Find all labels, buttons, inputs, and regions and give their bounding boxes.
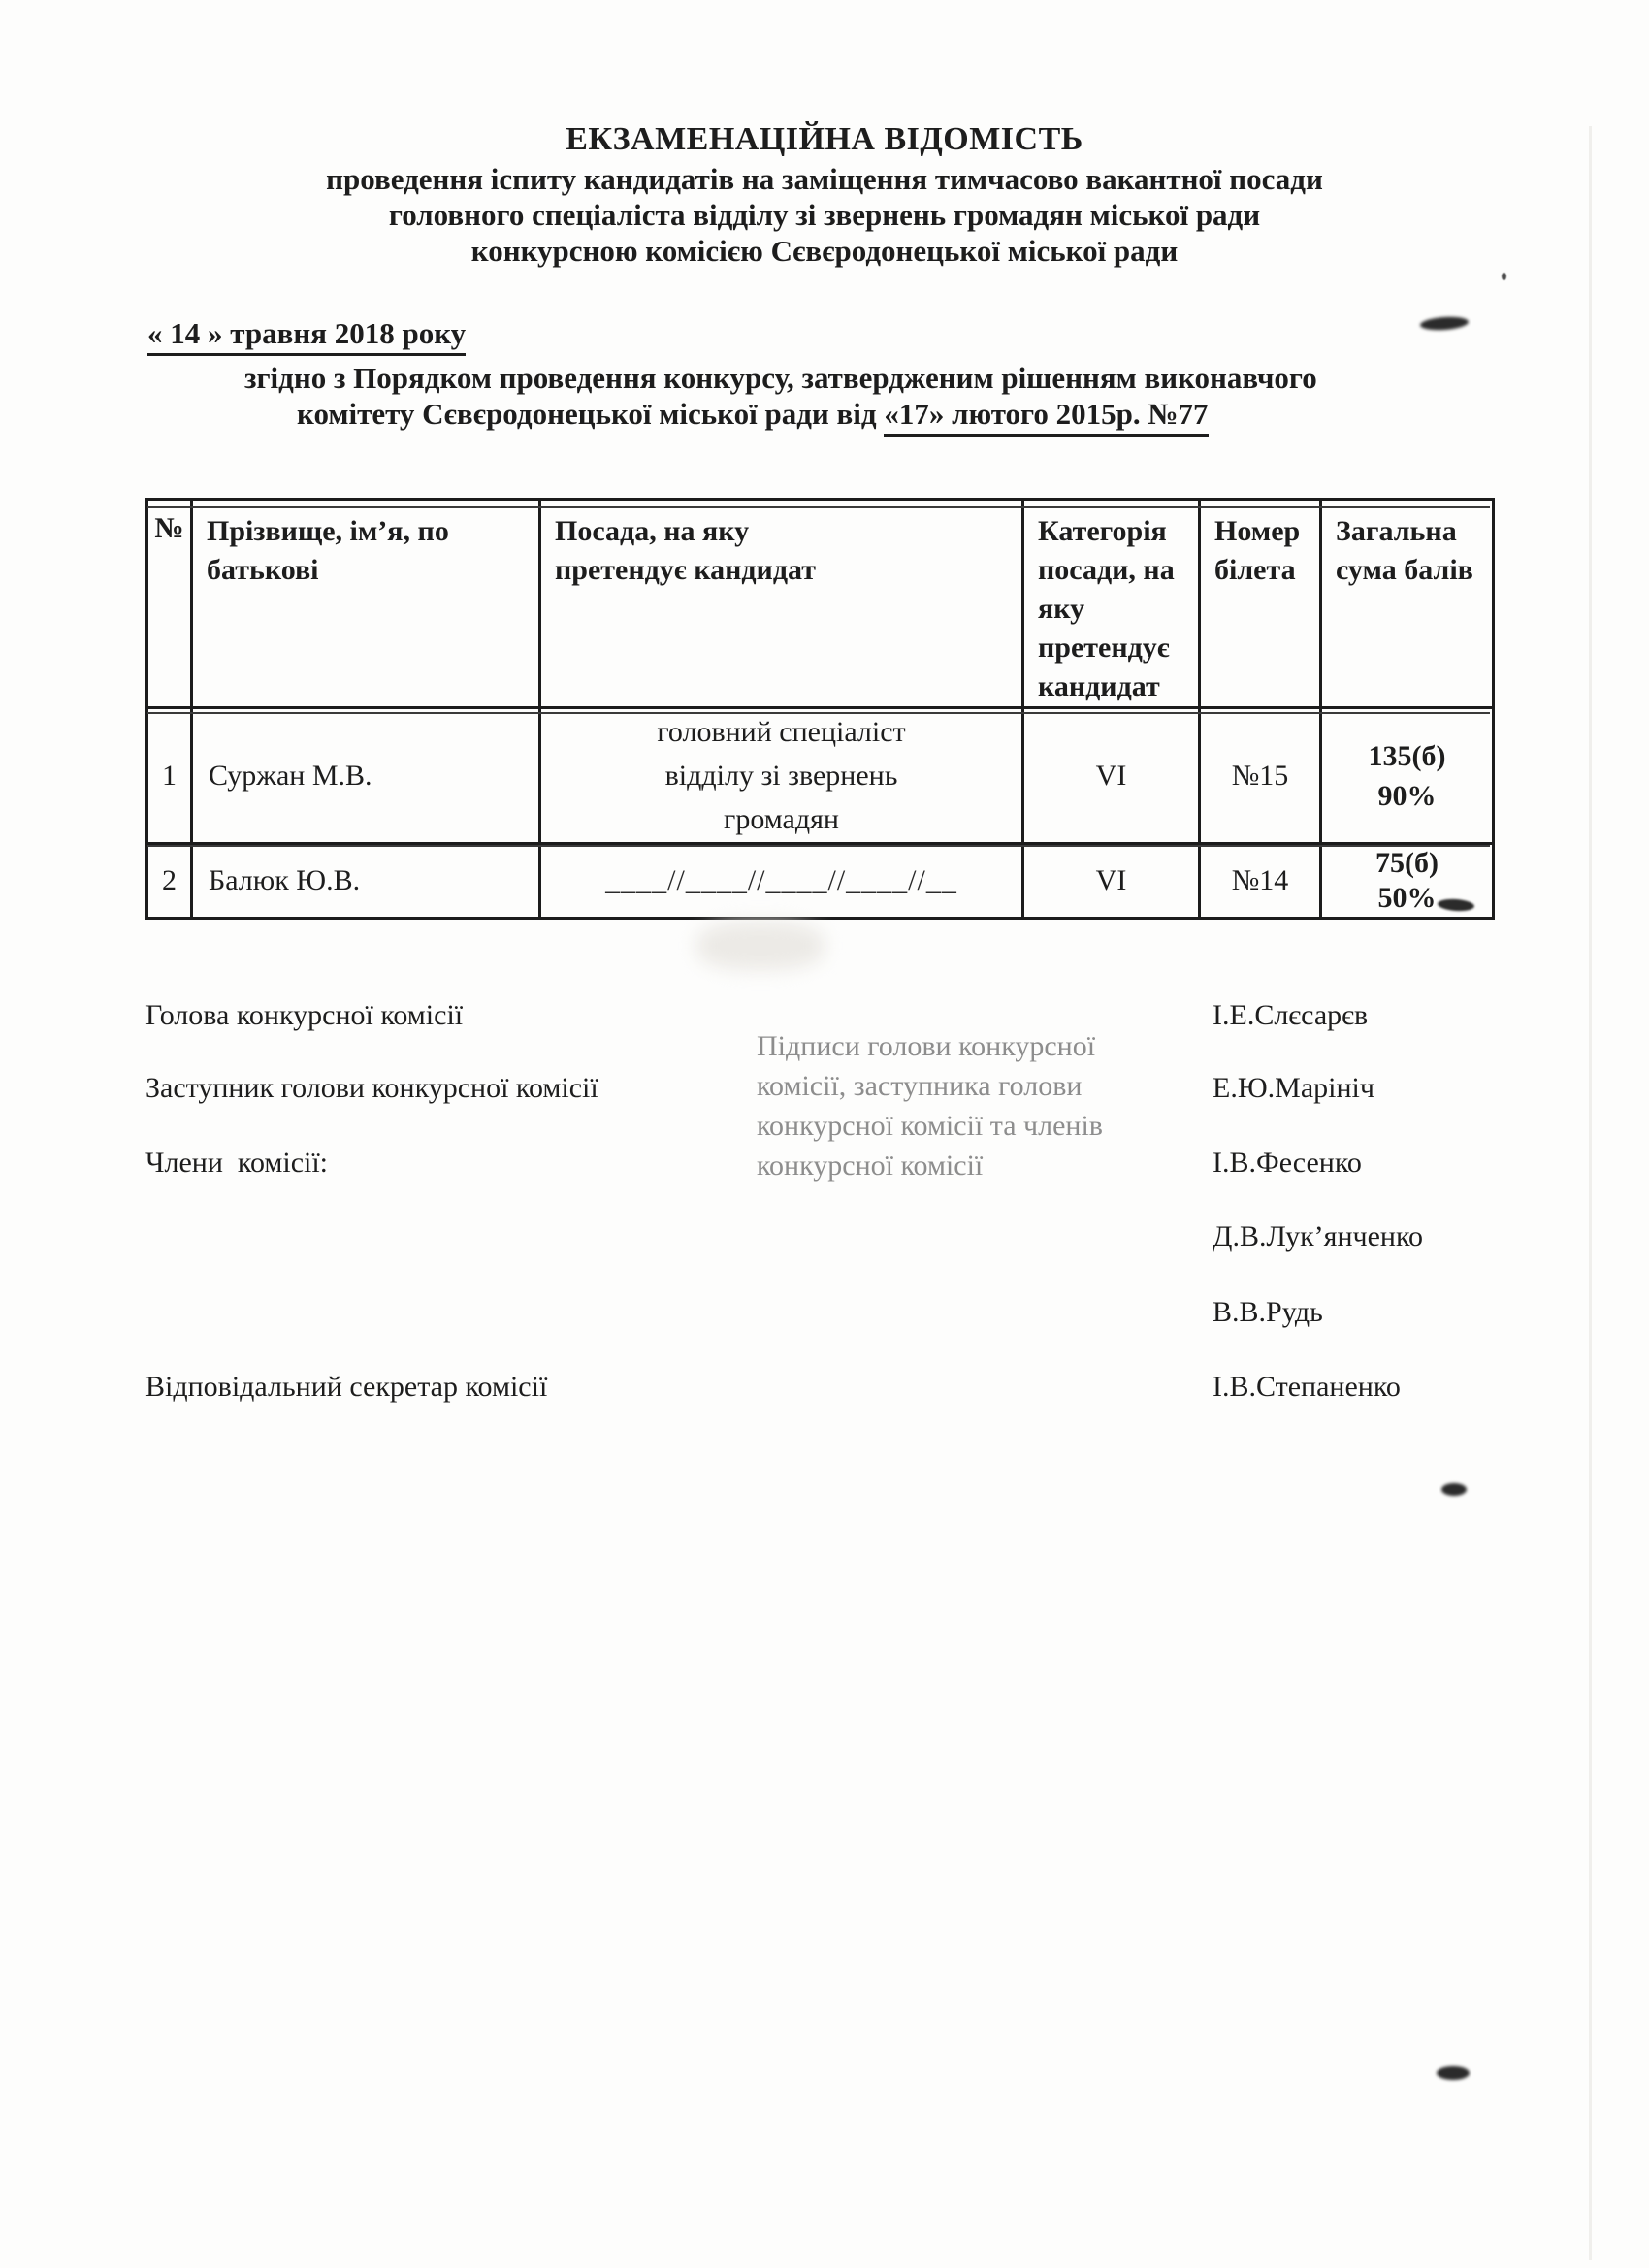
exam-date-line: [147, 316, 466, 351]
ticket-cell: №14: [1200, 844, 1321, 919]
signatory-name: Е.Ю.Марініч: [1212, 1072, 1374, 1104]
table-row: [147, 708, 1494, 844]
signature-label: Члени комісії:: [146, 1147, 329, 1179]
header-total-score: Загальна сума балів: [1321, 500, 1494, 708]
position-cell: головний спеціаліст відділу зі звернень громадян: [540, 708, 1023, 844]
signatory-name: І.Е.Слєсарєв: [1212, 999, 1369, 1031]
header-candidate-name: Прізвище, ім’я, по батькові: [192, 500, 540, 708]
signatory-name: І.В.Фесенко: [1212, 1147, 1362, 1179]
scan-smudge: [1441, 1483, 1467, 1496]
scan-fold-line: [1589, 126, 1592, 2260]
candidate-name-cell: Балюк Ю.В.: [192, 844, 540, 919]
signature-label: Відповідальний секретар комісії: [146, 1371, 548, 1403]
signatory-name: Д.В.Лук’янченко: [1212, 1220, 1424, 1252]
scan-smudge: [1420, 315, 1470, 331]
order-reference-line-2: [297, 397, 1209, 432]
signature-label: Заступник голови конкурсної комісії: [146, 1072, 598, 1104]
row-number-cell: 2: [147, 844, 192, 919]
category-cell: VI: [1023, 708, 1200, 844]
scan-speck: [1502, 273, 1506, 280]
scan-double-line-artifact: [147, 845, 1490, 847]
signature-row: [146, 1220, 1533, 1259]
scan-double-line-artifact: [147, 506, 1490, 508]
signature-row: [146, 1296, 1533, 1335]
exam-date-text: « 14 » травня 2018 року: [147, 316, 466, 356]
row-number-cell: 1: [147, 708, 192, 844]
header-number: №: [147, 500, 192, 708]
header-category: Категорія посади, на яку претендує кандидат: [1023, 500, 1200, 708]
signature-row: [146, 1147, 1533, 1185]
exam-results-table: [146, 498, 1495, 920]
scan-smudge: [1437, 2066, 1470, 2080]
category-cell: VI: [1023, 844, 1200, 919]
score-cell: 135(б) 90%: [1321, 708, 1494, 844]
order-reference-line-1: згідно з Порядком проведення конкурсу, затвердженим рішенням виконавчого: [244, 361, 1317, 395]
signatory-name: В.В.Рудь: [1212, 1296, 1323, 1328]
document-subtitle-line-2: головного спеціаліста відділу зі звернень громадян міської ради: [388, 198, 1261, 232]
signature-row: [146, 1072, 1533, 1111]
signatures-note: Підписи голови конкурсної комісії, заступника голови конкурсної комісії та членів конкурсної комісії: [757, 1030, 1103, 1182]
ticket-cell: №15: [1200, 708, 1321, 844]
signatory-name: І.В.Степаненко: [1212, 1371, 1401, 1403]
position-ditto-cell: ____//____//____//____//__: [540, 844, 1023, 919]
order-reference-prefix: комітету Сєвєродонецької міської ради від: [297, 397, 885, 431]
signature-row: [146, 1371, 1533, 1409]
document-header: [146, 118, 1504, 269]
scan-light-smudge: [696, 922, 824, 970]
header-position: Посада, на яку претендує кандидат: [540, 500, 1023, 708]
document-title: ЕКЗАМЕНАЦІЙНА ВІДОМІСТЬ: [566, 121, 1083, 157]
table-header-row: [147, 500, 1494, 708]
document-subtitle-line-1: проведення іспиту кандидатів на заміщення тимчасово вакантної посади: [326, 162, 1323, 196]
signature-row: [146, 999, 1533, 1038]
score-cell: 75(б) 50%: [1321, 844, 1494, 919]
scan-double-line-artifact: [147, 712, 1490, 714]
order-reference-number: «17» лютого 2015р. №77: [884, 397, 1208, 437]
table-row: [147, 844, 1494, 919]
document-subtitle-line-3: конкурсною комісією Сєвєродонецької міської ради: [470, 234, 1179, 268]
header-ticket: Номер білета: [1200, 500, 1321, 708]
candidate-name-cell: Суржан М.В.: [192, 708, 540, 844]
signature-label: Голова конкурсної комісії: [146, 999, 464, 1031]
